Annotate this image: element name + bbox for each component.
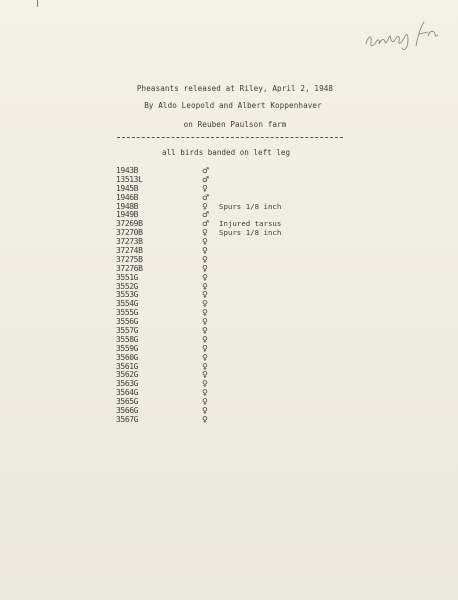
bird-note: Injured tarsus: [219, 219, 282, 229]
band-number: 3567G: [116, 414, 139, 424]
band-number: 37275B: [116, 254, 143, 264]
band-number: 1948B: [116, 201, 139, 211]
band-number: 3559G: [116, 343, 139, 353]
sex-symbol: ♀: [202, 246, 208, 256]
sex-symbol: ♂: [202, 192, 210, 202]
sex-symbol: ♀: [202, 263, 208, 273]
band-number: 3564G: [116, 388, 139, 398]
band-number: 3556G: [116, 317, 139, 327]
band-number: 37270B: [116, 228, 143, 238]
dashed-divider: [117, 137, 343, 138]
band-number: 37274B: [116, 246, 143, 256]
sex-symbol: ♂: [202, 219, 210, 229]
authors-line: By Aldo Leopold and Albert Koppenhaver: [144, 101, 322, 110]
sex-symbol: ♂: [202, 166, 210, 175]
banding-note: all birds banded on left leg: [162, 148, 291, 157]
sex-symbol: ♀: [202, 414, 208, 424]
band-number: 3562G: [116, 370, 139, 380]
band-number: 37269B: [116, 219, 143, 229]
band-number: 3553G: [116, 290, 139, 300]
sex-symbol: ♀: [202, 406, 208, 416]
bird-note: Spurs 1/8 inch: [219, 228, 282, 238]
sex-symbol: ♂: [202, 210, 210, 220]
band-number: 3565G: [116, 397, 139, 407]
band-number: 1945B: [116, 183, 139, 193]
sex-symbol: ♀: [202, 397, 208, 407]
band-number: 3566G: [116, 406, 139, 416]
sex-symbol: ♀: [202, 290, 208, 300]
band-number: 3563G: [116, 379, 139, 389]
sex-symbol: ♀: [202, 254, 208, 264]
sex-symbol: ♀: [202, 370, 208, 380]
band-number: 3554G: [116, 299, 139, 309]
band-number: 37276B: [116, 263, 143, 273]
bird-note: Spurs 1/8 inch: [219, 201, 282, 211]
sex-symbol: ♀: [202, 352, 208, 362]
document-title: Pheasants released at Riley, April 2, 1948: [136, 84, 334, 93]
band-number: 3551G: [116, 272, 139, 282]
location-line: on Reuben Paulson farm: [183, 120, 287, 129]
sex-symbol: ♀: [202, 272, 208, 282]
handwritten-annotation: [364, 20, 444, 54]
margin-mark: [37, 0, 38, 7]
band-number: 3560G: [116, 352, 139, 362]
band-number: 1943B: [116, 166, 139, 175]
sex-symbol: ♀: [202, 228, 208, 238]
sex-symbol: ♀: [202, 281, 208, 291]
band-number: 1946B: [116, 192, 139, 202]
band-number: 3557G: [116, 326, 139, 336]
band-number: 37273B: [116, 237, 143, 247]
sex-symbol: ♀: [202, 326, 208, 336]
band-number: 3552G: [116, 281, 139, 291]
sex-symbol: ♀: [202, 361, 208, 371]
sex-symbol: ♂: [202, 174, 210, 184]
sex-symbol: ♀: [202, 308, 208, 318]
sex-symbol: ♀: [202, 317, 208, 327]
sex-symbol: ♀: [202, 343, 208, 353]
sex-symbol: ♀: [202, 379, 208, 389]
sex-symbol: ♀: [202, 388, 208, 398]
band-number: 1949B: [116, 210, 139, 220]
band-number: 13513L: [116, 174, 143, 184]
band-number: 3558G: [116, 334, 139, 344]
sex-symbol: ♀: [202, 299, 208, 309]
sex-symbol: ♀: [202, 334, 208, 344]
sex-symbol: ♀: [202, 201, 208, 211]
sex-symbol: ♀: [202, 183, 208, 193]
band-number: 3561G: [116, 361, 139, 371]
band-number: 3555G: [116, 308, 139, 318]
sex-symbol: ♀: [202, 237, 208, 247]
